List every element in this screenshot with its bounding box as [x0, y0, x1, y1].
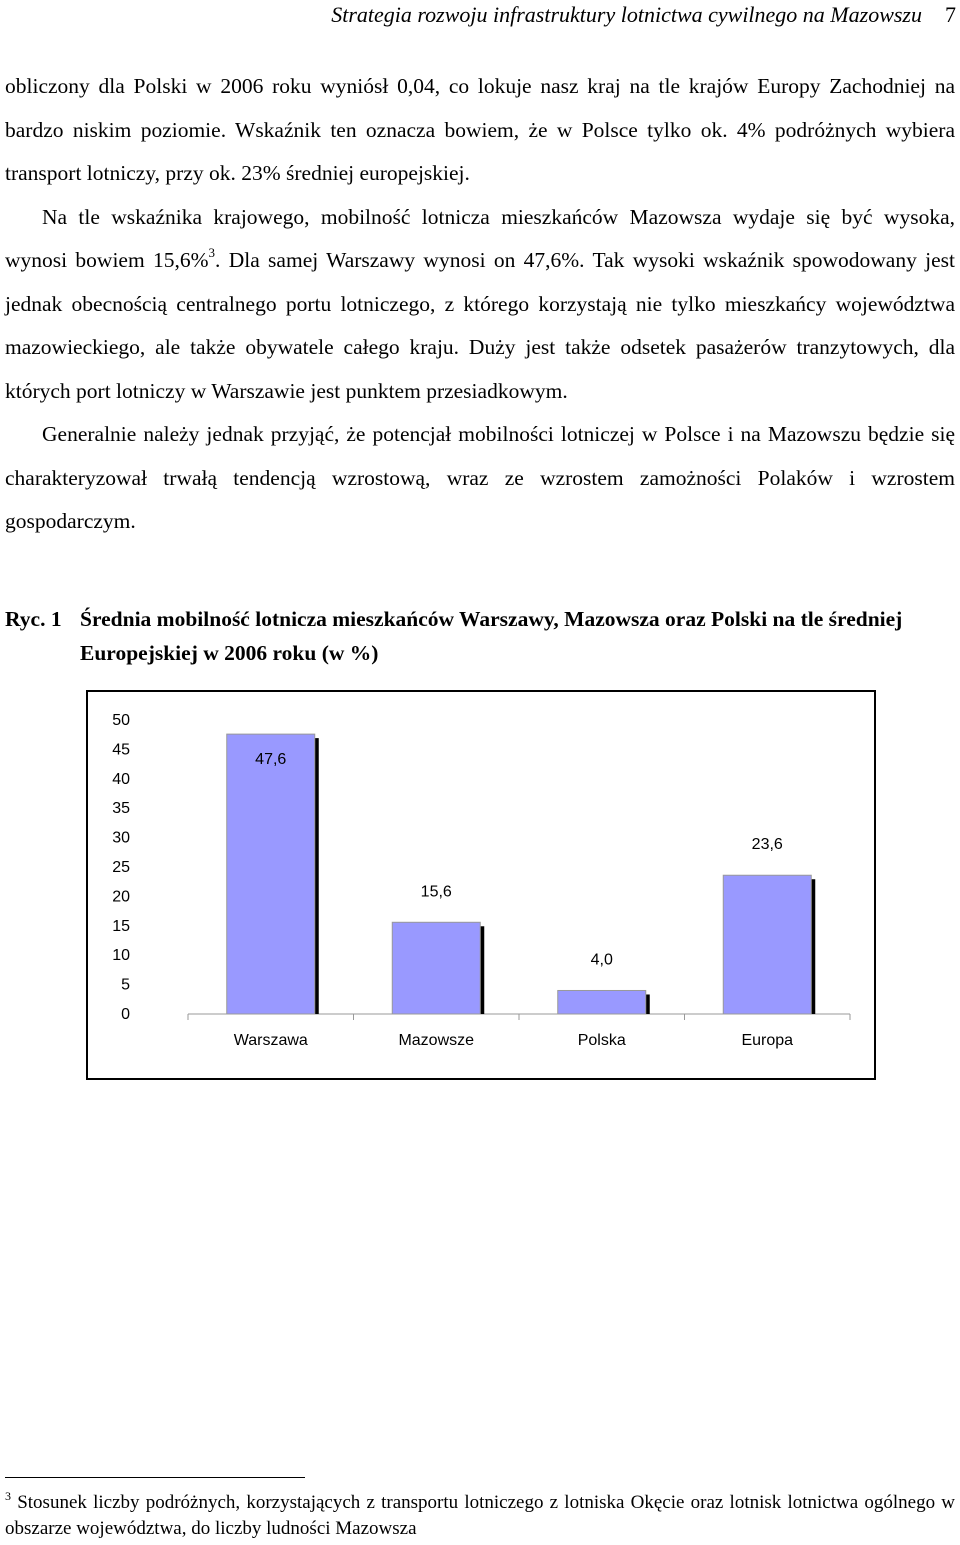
y-tick-label: 45 — [112, 741, 130, 759]
body-text — [5, 65, 955, 544]
figure-title: Średnia mobilność lotnicza mieszkańców Warszawy, Mazowsza oraz Polski na tle średniej Europejskiej w 2006 roku (w %) — [80, 607, 903, 665]
y-tick-label: 0 — [121, 1006, 130, 1023]
data-label: 23,6 — [751, 836, 783, 854]
bar — [227, 734, 315, 1014]
x-tick-label: Mazowsze — [398, 1032, 475, 1049]
footnote — [5, 1490, 955, 1542]
y-tick-label: 10 — [112, 947, 130, 965]
y-tick-label: 35 — [112, 800, 130, 818]
bar — [558, 990, 646, 1014]
y-tick-label: 15 — [112, 917, 130, 935]
y-tick-label: 50 — [112, 712, 130, 729]
footnote-number: 3 — [5, 1489, 11, 1503]
page-number: 7 — [945, 2, 956, 27]
x-tick-label: Polska — [577, 1032, 626, 1049]
paragraph-1: obliczony dla Polski w 2006 roku wyniósł 0,04, co lokuje nasz kraj na tle krajów Europy Zachodniej na bardzo niskim poziomie. Wskaźnik ten oznacza bowiem, że w Polsce tylko ok. 4% podróżnych wybiera transport lotniczy, przy ok. 23% średniej europejskiej. — [5, 74, 955, 185]
y-tick-label: 40 — [112, 770, 130, 788]
y-tick-label: 30 — [112, 829, 130, 847]
footnote-separator — [5, 1477, 305, 1478]
page-header — [0, 0, 960, 40]
figure-label: Ryc. 1 — [5, 607, 62, 631]
running-title: Strategia rozwoju infrastruktury lotnictwa cywilnego na Mazowszu — [331, 2, 922, 27]
paragraph-2 — [5, 196, 955, 414]
paragraph-2-start: Na tle wskaźnika krajowego, mobilność lotnicza mieszkańców Mazowsza wydaje się być wysoka, wynosi bowiem 15,6% — [5, 204, 955, 272]
bar-chart — [86, 690, 876, 1080]
bar — [723, 875, 811, 1014]
x-tick-label: Europa — [741, 1032, 794, 1049]
paragraph-3: Generalnie należy jednak przyjąć, że potencjał mobilności lotniczej w Polsce i na Mazowszu będzie się charakteryzował trwałą tendencją wzrostową, wraz ze wzrostem zamożności Polaków i wzrostem gospodarczym. — [5, 422, 955, 533]
chart-canvas — [88, 692, 874, 1078]
footnote-ref[interactable]: 3 — [208, 245, 216, 260]
x-tick-label: Warszawa — [233, 1032, 308, 1049]
data-label: 15,6 — [420, 883, 452, 901]
y-tick-label: 25 — [112, 859, 130, 876]
data-label: 4,0 — [590, 951, 613, 969]
data-label: 47,6 — [255, 751, 287, 769]
paragraph-2-end: . Dla samej Warszawy wynosi on 47,6%. Tak wysoki wskaźnik spowodowany jest jednak obecnością centralnego portu lotniczego, z którego korzystają nie tylko mieszkańcy województwa mazowieckiego, ale także obywatele całego kraju. Duży jest także odsetek pasażerów tranzytowych, dla których port lotniczy w Warszawie jest punktem przesiadkowym. — [5, 248, 955, 403]
y-tick-label: 20 — [112, 888, 130, 906]
footnote-text: Stosunek liczby podróżnych, korzystających z transportu lotniczego z lotniska Okęcie oraz lotnisk lotnictwa ogólnego w obszarze województwa, do liczby ludności Mazowsza — [5, 1492, 955, 1539]
y-tick-label: 5 — [121, 976, 130, 994]
bar — [392, 922, 480, 1014]
